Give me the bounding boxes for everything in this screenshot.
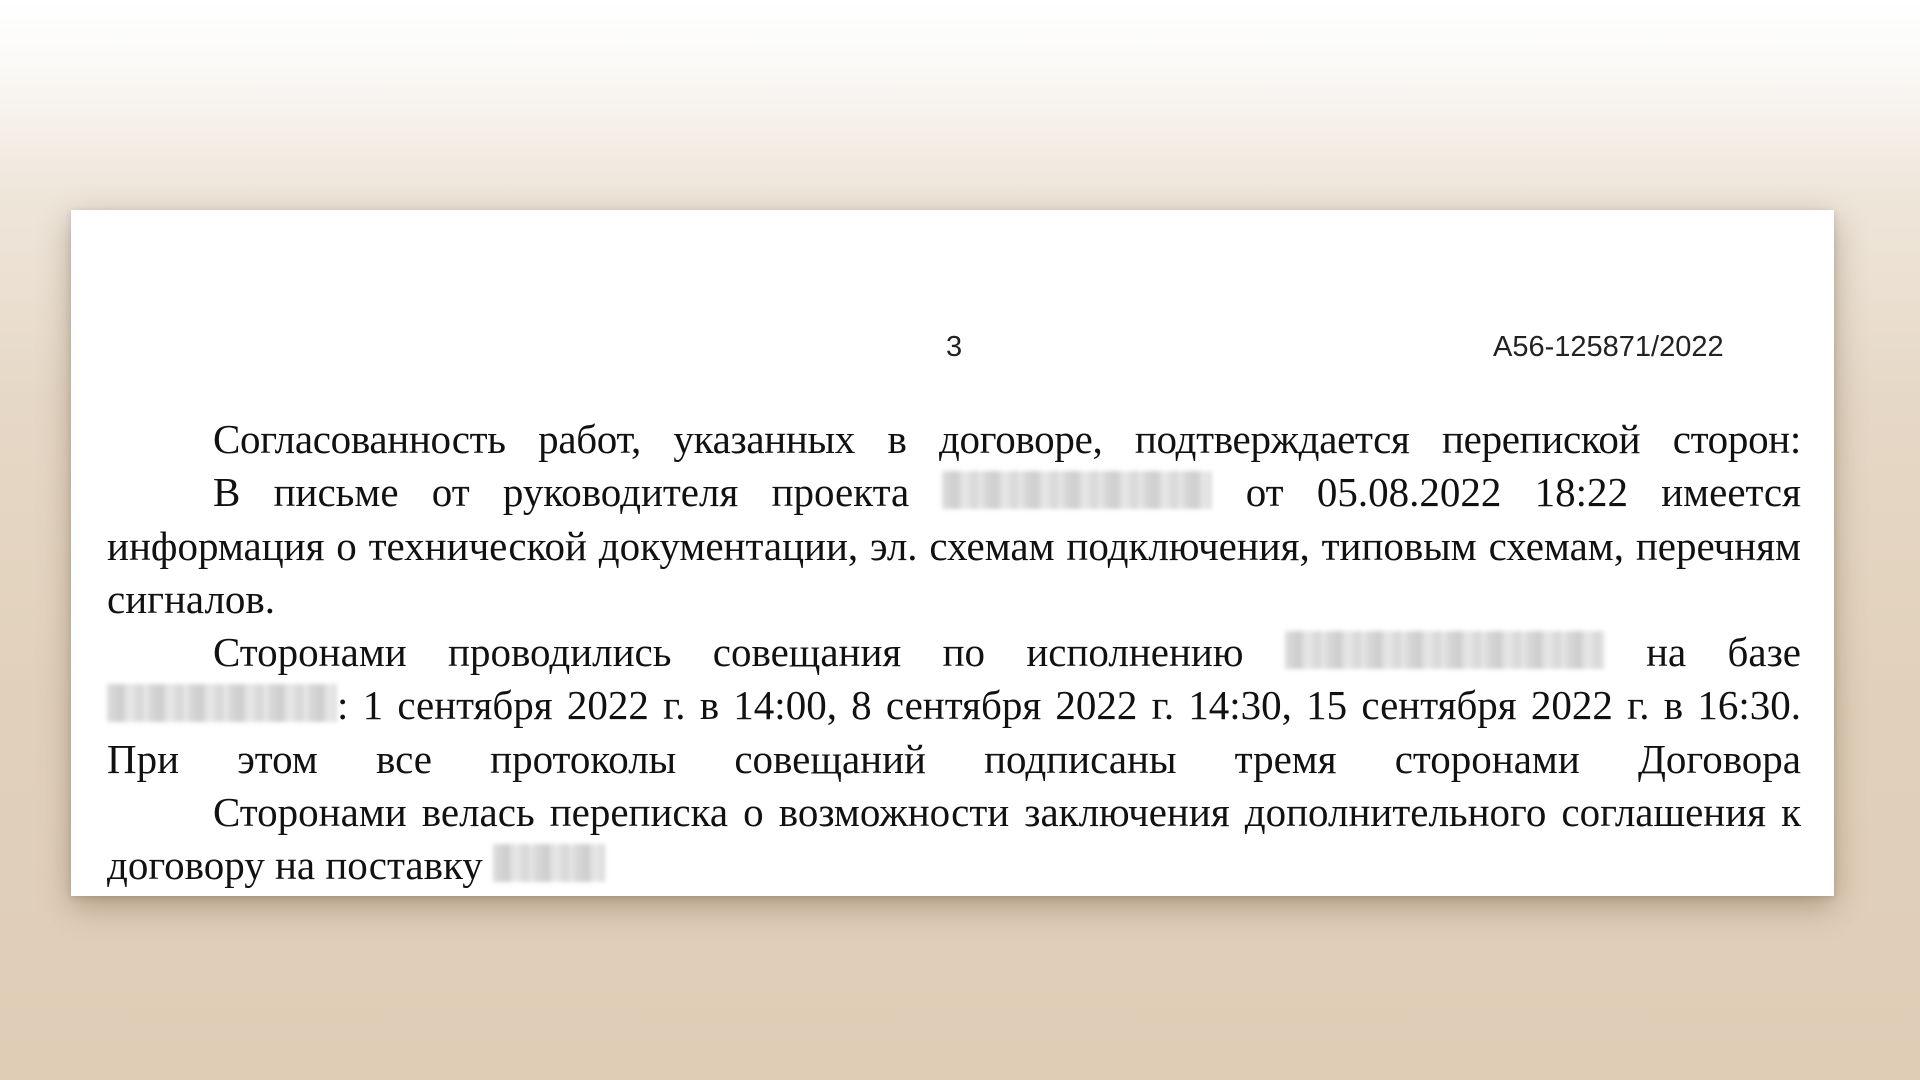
redacted-item [493,844,605,882]
paragraph-text: : 1 сентября 2022 г. в 14:00, 8 сентября 2022 г. 14:30, 15 сентября 2022 г. в 16:30. При этом все протоколы совещаний подписаны тремя сторонами Договора [107,682,1801,782]
paragraph-text: Согласованность работ, указанных в договоре, подтверждается перепиской сторон: [213,416,1801,462]
redacted-subject [1285,631,1605,669]
paragraph-correspondence [107,786,1801,893]
paragraph-text: Сторонами велась переписка о возможности заключения дополнительного соглашения к договору на поставку [107,789,1801,889]
paragraph-text: от 05.08.2022 18:22 имеется информация о технической документации, эл. схемам подключения, типовым схемам, перечням сигналов. [107,469,1801,622]
document-page [71,210,1834,896]
paragraph-text: Сторонами проводились совещания по исполнению [213,629,1285,676]
redacted-name [942,471,1212,509]
case-number: А56-125871/2022 [1493,331,1724,363]
paragraph-meetings [107,626,1801,786]
paragraph-text: В письме от руководителя проекта [213,469,943,516]
paragraph-text: на базе [1604,629,1801,676]
paragraph-letter [107,466,1801,626]
redacted-location [107,684,337,722]
page-number: 3 [946,331,963,363]
paragraph-coordination [107,413,1801,466]
document-body [107,413,1801,893]
